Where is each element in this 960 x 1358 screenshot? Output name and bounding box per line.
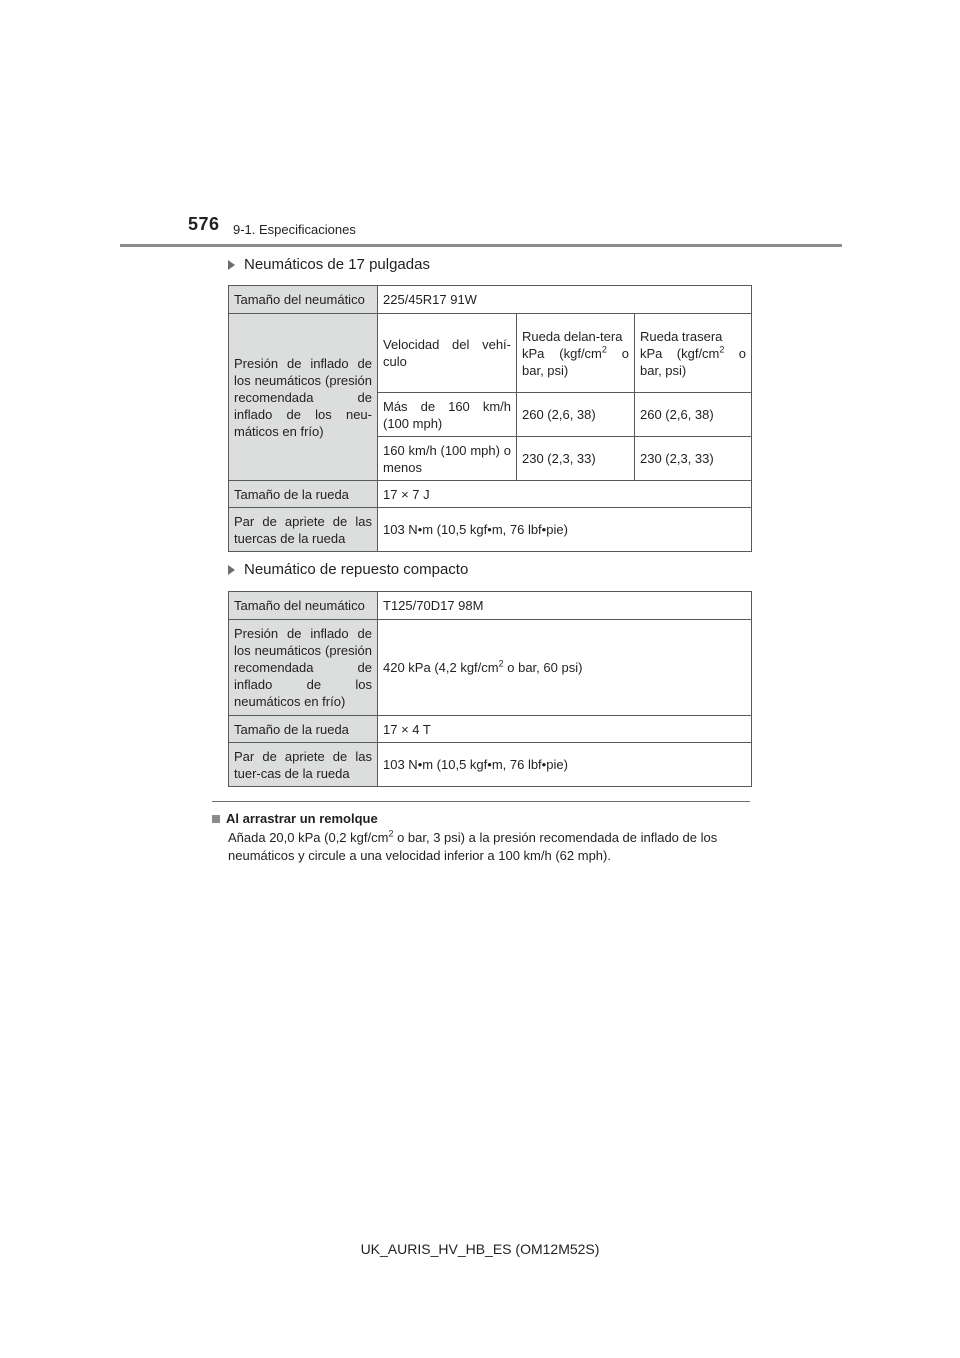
speed-cell: 160 km/h (100 mph) o menos [378, 437, 517, 481]
triangle-bullet-icon [228, 260, 235, 270]
table-row [229, 620, 752, 716]
tire-size-label: Tamaño del neumático [229, 592, 378, 620]
tire-size-value: 225/45R17 91W [378, 286, 752, 314]
tire17-spec-table [228, 285, 752, 552]
table-row [229, 286, 752, 314]
rear-pressure-cell: 260 (2,6, 38) [635, 393, 752, 437]
wheel-size-value: 17 × 7 J [378, 481, 752, 508]
torque-value: 103 N•m (10,5 kgf•m, 76 lbf•pie) [378, 743, 752, 787]
table-row [229, 592, 752, 620]
pressure-label: Presión de inflado de los neumáticos (presión recomendada de inflado de los neumáticos en frío) [229, 620, 378, 716]
rear-pressure-cell: 230 (2,3, 33) [635, 437, 752, 481]
torque-label: Par de apriete de las tuercas de la rueda [229, 508, 378, 552]
spare-heading-text: Neumático de repuesto compacto [244, 561, 469, 578]
speed-header: Velocidad del vehí-culo [378, 314, 517, 393]
rear-wheel-header: Rueda trasera kPa ($kgf/cm^2$ o bar, psi) [635, 314, 752, 393]
spare-spec-table [228, 591, 752, 787]
note-heading [212, 811, 378, 826]
footer-code: UK_AURIS_HV_HB_ES (OM12M52S) [360, 1241, 600, 1257]
table-row [229, 743, 752, 787]
front-pressure-cell: 230 (2,3, 33) [517, 437, 635, 481]
table-row [229, 314, 752, 393]
note-title: Al arrastrar un remolque [226, 811, 378, 826]
front-wheel-header: Rueda delan-tera kPa ($kgf/cm^2$ o bar, psi) [517, 314, 635, 393]
pressure-label: Presión de inflado de los neumáticos (presión recomendada de inflado de los neu-máticos en frío) [229, 314, 378, 481]
wheel-size-label: Tamaño de la rueda [229, 716, 378, 743]
note-rule [212, 801, 750, 802]
tire17-heading [228, 256, 430, 273]
table-row [229, 481, 752, 508]
section-title: 9-1. Especificaciones [233, 222, 356, 237]
tire-size-label: Tamaño del neumático [229, 286, 378, 314]
tire17-heading-text: Neumáticos de 17 pulgadas [244, 256, 430, 273]
note-text: Añada 20,0 kPa (0,2 kgf/$cm^2$ o bar, 3 psi) a la presión recomendada de inflado de los neumáticos y circule a una velocidad inferior a 100 km/h (62 mph). [228, 828, 718, 863]
header-rule [120, 244, 842, 247]
wheel-size-value: 17 × 4 T [378, 716, 752, 743]
spare-heading [228, 561, 468, 578]
wheel-size-label: Tamaño de la rueda [229, 481, 378, 508]
torque-label: Par de apriete de las tuer-cas de la rueda [229, 743, 378, 787]
front-pressure-cell: 260 (2,6, 38) [517, 393, 635, 437]
table-row [229, 508, 752, 552]
square-bullet-icon [212, 815, 220, 823]
tire-size-value: T125/70D17 98M [378, 592, 752, 620]
torque-value: 103 N•m (10,5 kgf•m, 76 lbf•pie) [378, 508, 752, 552]
speed-cell: Más de 160 km/h (100 mph) [378, 393, 517, 437]
table-row [229, 716, 752, 743]
triangle-bullet-icon [228, 565, 235, 575]
page-number: 576 [188, 214, 220, 234]
pressure-value: 420 kPa (4,2 kgf/$cm^2$ o bar, 60 psi) [378, 620, 752, 716]
